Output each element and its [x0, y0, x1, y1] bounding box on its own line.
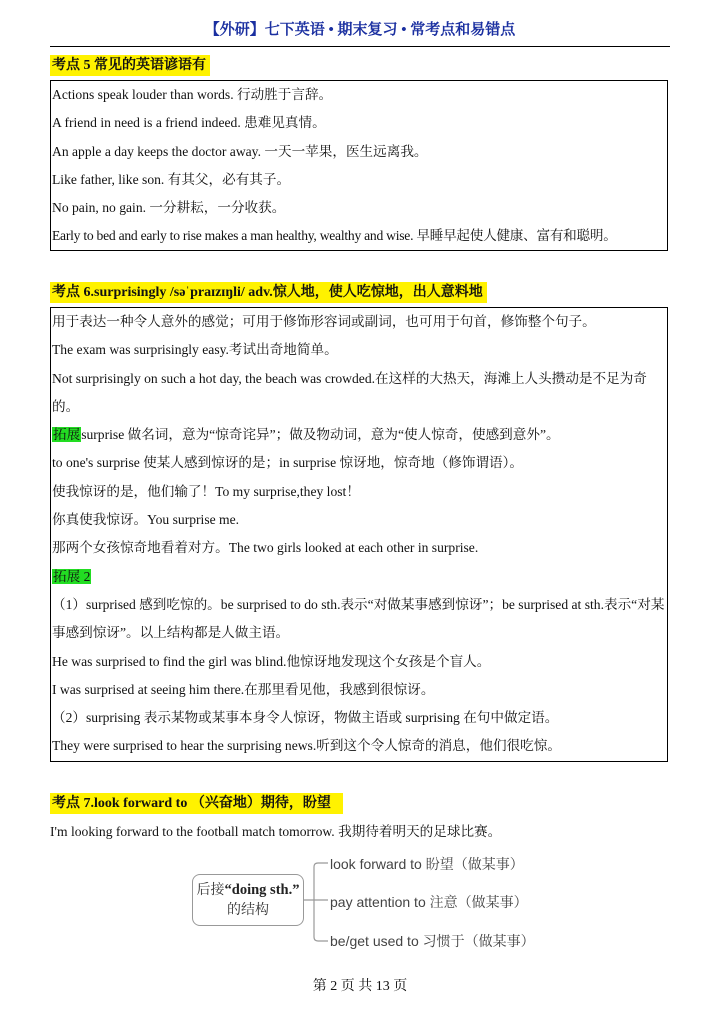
extension-text: surprise 做名词，意为“惊奇诧异”；做及物动词，意为“使人惊奇，使感到意外”。: [81, 427, 560, 443]
usage-note: （1）surprised 感到吃惊的。be surprised to do sth.表示“对做某事感到惊讶”；be surprised at sth.表示“对某事感到惊讶”。以上结构都是人做主语。: [52, 596, 665, 641]
example-sentence: I'm looking forward to the football match tomorrow. 我期待着明天的足球比赛。: [50, 824, 502, 839]
proverb-line: A friend in need is a friend indeed. 患难见真情。: [52, 115, 326, 131]
extension-tag: 拓展 2: [53, 568, 91, 584]
usage-note: 用于表达一种令人意外的感觉；可用于修饰形容词或副词，也可用于句首，修饰整个句子。: [52, 314, 596, 329]
mind-map-center-node: [192, 874, 304, 926]
section-5-box: [50, 80, 668, 251]
section-6-title: 考点 6.surprisingly /səˈpraɪzɪŋli/ adv.惊人地，使人吃惊地，出人意料地: [50, 282, 487, 303]
section-5-title: 考点 5 常见的英语谚语有: [50, 55, 210, 76]
extension-tag: 拓展: [53, 427, 81, 443]
example-sentence: 使我惊讶的是，他们输了！To my surprise,they lost！: [52, 483, 360, 499]
center-node-bold: “doing sth.”: [224, 882, 300, 898]
header-divider: [50, 46, 670, 47]
example-sentence: They were surprised to hear the surprising news.听到这个令人惊奇的消息，他们很吃惊。: [52, 738, 561, 754]
section-7-title: 考点 7.look forward to （兴奋地）期待，盼望: [50, 793, 343, 814]
section-6-box: [50, 307, 668, 762]
proverb-line: Like father, like son. 有其父，必有其子。: [52, 171, 291, 187]
proverb-line: Actions speak louder than words. 行动胜于言辞。: [52, 87, 333, 102]
proverb-line: Early to bed and early to rise makes a man healthy, wealthy and wise. 早睡早起使人健康、富有和聪明。: [52, 228, 617, 244]
example-sentence: 那两个女孩惊奇地看着对方。The two girls looked at each other in surprise.: [52, 540, 479, 556]
extension-2: [51, 563, 667, 591]
proverb-line: An apple a day keeps the doctor away. 一天一苹果，医生远离我。: [52, 143, 428, 159]
mind-map-branch: look forward to 盼望（做某事）: [330, 856, 524, 872]
proverb-line: No pain, no gain. 一分耕耘，一分收获。: [52, 200, 286, 216]
example-sentence: 你真使我惊讶。You surprise me.: [52, 512, 240, 528]
center-node-prefix: 后接: [196, 882, 225, 898]
mind-map-diagram: [190, 856, 550, 956]
example-sentence: I was surprised at seeing him there.在那里看见他，我感到很惊讶。: [52, 681, 435, 697]
example-sentence: The exam was surprisingly easy.考试出奇地简单。: [52, 342, 338, 358]
mind-map-branch: pay attention to 注意（做某事）: [330, 894, 528, 910]
mind-map-branch: be/get used to 习惯于（做某事）: [330, 933, 535, 949]
center-node-suffix: 的结构: [227, 902, 269, 918]
phrase-note: to one's surprise 使某人感到惊讶的是；in surprise 惊讶地，惊奇地（修饰谓语）。: [52, 455, 524, 471]
example-sentence: He was surprised to find the girl was blind.他惊讶地发现这个女孩是个盲人。: [52, 653, 491, 669]
extension-1: [51, 421, 667, 449]
document-header: 【外研】七下英语 • 期末复习 • 常考点和易错点: [204, 22, 516, 38]
example-sentence: Not surprisingly on such a hot day, the beach was crowded.在这样的大热天，海滩上人头攒动是不足为奇的。: [52, 370, 647, 414]
page-number: 第 2 页 共 13 页: [312, 979, 408, 994]
usage-note: （2）surprising 表示某物或某事本身令人惊讶，物做主语或 surprising 在句中做定语。: [52, 710, 559, 726]
